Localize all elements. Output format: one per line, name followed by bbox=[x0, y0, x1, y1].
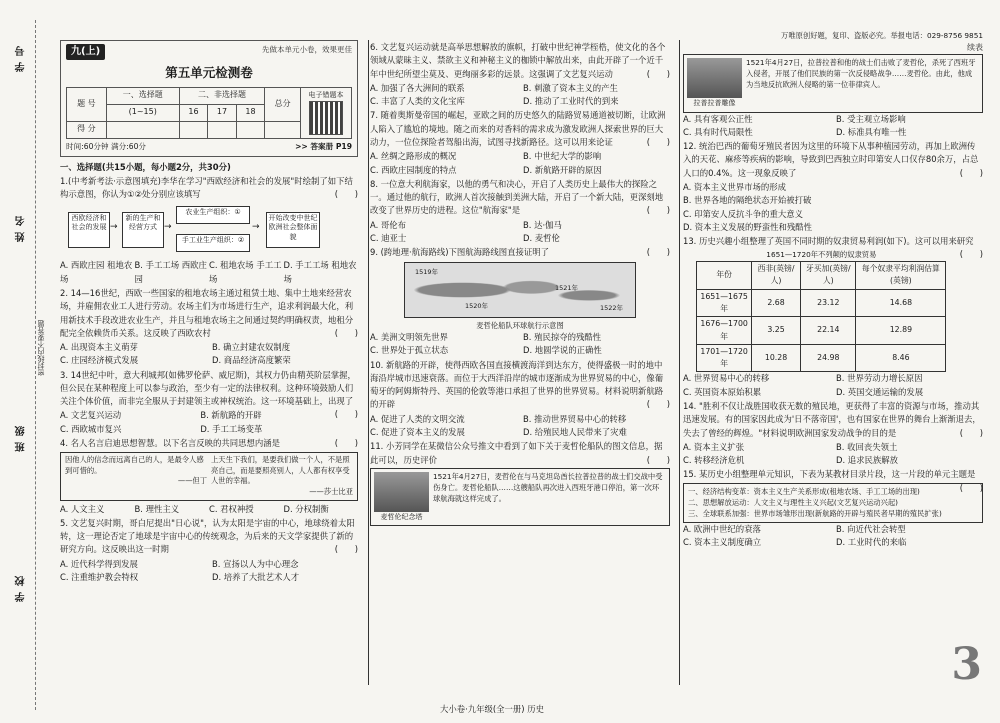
question-1: 1.(中考新考法·示意图填充)李华在学习"西欧经济和社会的发展"时绘制了如下结构示意图，你认为①②处分别应该填写 ( ) bbox=[60, 175, 358, 200]
option[interactable]: B. 宣扬以人为中心理念 bbox=[212, 558, 299, 569]
photo-caption: 拉普拉普雕像 bbox=[693, 99, 736, 108]
section-title: 一、选择题(共15小题，每小题2分，共30分) bbox=[60, 161, 231, 172]
option[interactable]: D. 麦哲伦 bbox=[523, 232, 560, 243]
options bbox=[370, 413, 670, 440]
qr-label: 电子错题本 bbox=[308, 91, 344, 100]
options bbox=[683, 523, 983, 550]
page-footer: 大小卷·九年级(全一册) 历史 bbox=[440, 704, 544, 714]
question-4: 4. 名人名言启迪思想智慧。以下名言反映的共同思想内涵是 ( ) bbox=[60, 438, 358, 449]
score-cell[interactable] bbox=[106, 121, 179, 138]
qr-code-icon[interactable] bbox=[309, 101, 343, 135]
qr-cell bbox=[301, 87, 352, 138]
option[interactable]: A. 近代科学得到发展 bbox=[60, 558, 138, 569]
options bbox=[683, 372, 983, 399]
option[interactable]: D. 标准具有唯一性 bbox=[836, 126, 907, 137]
wechat-post bbox=[370, 468, 670, 527]
statue-photo bbox=[687, 58, 742, 98]
question-2: 2. 14—16世纪，西欧一些国家的租地农场主通过租赁土地、集中土地来经营农场，并雇佣农业工人进行劳动。农场主们为市场进行生产，追求利润最大化，利用新技术手段改进农业生产，并且与租地农场主之间通过契约明确权责，地租分配完全依赖货币关系。这反映了西欧农村 ( ) bbox=[60, 287, 358, 338]
option[interactable]: C. 转移经济危机 bbox=[683, 455, 745, 466]
option[interactable]: A. 世界贸易中心的转移 bbox=[683, 373, 770, 384]
option[interactable]: A. 出现资本主义萌芽 bbox=[60, 342, 138, 353]
table-title: 1651—1720年不列颠的奴隶贸易 bbox=[766, 250, 877, 260]
diagram-box: 手工业生产组织：② bbox=[176, 234, 250, 252]
photo-caption: 麦哲伦纪念塔 bbox=[380, 512, 423, 521]
school-label: 学校 bbox=[16, 570, 27, 602]
option[interactable]: A. 资本主义扩张 bbox=[683, 441, 745, 452]
options bbox=[60, 503, 358, 516]
option[interactable]: A. 美洲文明领先世界 bbox=[370, 332, 448, 343]
question-13: 13. 历史兴趣小组整理了英国不同时期的奴隶贸易利润(如下)。这可以用来研究 ( ) bbox=[683, 236, 983, 260]
options bbox=[370, 219, 670, 246]
option[interactable]: B. 刺激了资本主义的产生 bbox=[523, 82, 618, 93]
option[interactable]: B. 向近代社会转型 bbox=[836, 523, 906, 534]
option[interactable]: D. 追求民族解放 bbox=[836, 455, 899, 466]
options bbox=[370, 82, 670, 109]
option[interactable]: C. 印第安人反抗斗争的重大意义 bbox=[683, 208, 804, 219]
score-subheader: 17 bbox=[208, 104, 236, 121]
class-label: 班级 bbox=[16, 420, 27, 452]
question-9: 9. (跨地理·航海路线)下图航海路线图直接证明了 ( ) bbox=[370, 247, 670, 258]
option[interactable]: B. 受主观立场影响 bbox=[836, 113, 906, 124]
question-6: 6. 文艺复兴运动就是高举思想解放的旗帜，打破中世纪神学桎梏，使文化的各个领域从蒙昧主义、禁欲主义和神秘主义的枷锁中解放出来，由此开辟了一个近千年中世纪所望尘莫及、更绚丽多彩的远景。这强调了文艺复兴运动 ( ) bbox=[370, 42, 670, 79]
post-continued bbox=[683, 54, 983, 113]
option[interactable]: B. 世界劳动力增长原因 bbox=[836, 373, 923, 384]
post-text: 1521年4月27日，拉普拉普和他的战士们击败了麦哲伦，杀死了西班牙入侵者，开展了他们民族的第一次反侵略战争……麦哲伦。由此，他成为当地反抗欧洲人侵略的第一位菲律宾人。 bbox=[746, 58, 976, 90]
voyage-map bbox=[404, 262, 636, 318]
page-number: 3 bbox=[951, 639, 982, 690]
option[interactable]: B. 理性主义 bbox=[134, 503, 180, 514]
option[interactable]: D. 新航路开辟的原因 bbox=[523, 164, 602, 175]
column-1 bbox=[60, 40, 358, 584]
option[interactable]: C. 庄园经济模式发展 bbox=[60, 355, 139, 366]
question-3: 3. 14世纪中叶，意大利城邦(如佛罗伦萨、威尼斯)，其权力仍由精英阶层掌握，但公民在某种程度上可以参与政治，至少有一定的法律权利。这种环境鼓励人们关注个体价值，而非完全服从于封建领主或神权统治。这一环境基础上，出现了 ( ) bbox=[60, 369, 358, 420]
post-text: 1521年4月27日，麦哲伦在与马克坦岛酋长拉普拉普的战士们交战中受伤身亡。麦哲伦船队……这艘船队再次进入西班牙港口停泊，第一次环球航海就这样完成了。 bbox=[433, 471, 663, 503]
option[interactable]: A. 哥伦布 bbox=[370, 219, 407, 230]
score-cell[interactable] bbox=[236, 121, 265, 138]
score-subheader: 16 bbox=[179, 104, 207, 121]
score-subheader: 18 bbox=[236, 104, 265, 121]
table-header: 每个奴隶平均利润估算(英镑) bbox=[856, 261, 946, 289]
option[interactable]: C. 西欧庄园制度的特点 bbox=[370, 164, 457, 175]
option[interactable]: B. 达·伽马 bbox=[523, 219, 562, 230]
option[interactable]: B. 推动世界贸易中心的转移 bbox=[523, 413, 627, 424]
option[interactable]: C. 租地农场 手工工场 bbox=[209, 260, 282, 284]
options bbox=[683, 113, 983, 140]
score-table bbox=[66, 87, 352, 139]
option[interactable]: C. 君权神授 bbox=[209, 503, 254, 514]
monument-photo bbox=[374, 472, 429, 512]
option[interactable]: C. 西欧城市复兴 bbox=[60, 423, 122, 434]
arrow-right-icon: → bbox=[110, 222, 118, 233]
score-row-label: 得 分 bbox=[67, 121, 107, 138]
option[interactable]: B. 中世纪大学的影响 bbox=[523, 151, 602, 162]
column-divider bbox=[368, 40, 369, 685]
option[interactable]: B. 殖民掠夺的残酷性 bbox=[523, 332, 602, 343]
option[interactable]: D. 给殖民地人民带来了灾难 bbox=[523, 426, 627, 437]
page-title: 第五单元检测卷 bbox=[165, 64, 253, 80]
map-caption: 麦哲伦船队环球航行示意图 bbox=[476, 320, 564, 330]
exam-info bbox=[66, 141, 352, 153]
option[interactable]: A. 加强了各大洲间的联系 bbox=[370, 82, 465, 93]
catalog-item: 三、全球联系加强：世界市场雏形出现(新航路的开辟与殖民者早期的殖民扩张) bbox=[688, 509, 942, 519]
catalog-excerpt bbox=[683, 483, 983, 523]
score-subheader: (1~15) bbox=[106, 104, 179, 121]
table-header: 西非(英镑/人) bbox=[751, 261, 800, 289]
slave-trade-table bbox=[696, 261, 946, 373]
map-year-label: 1521年 bbox=[555, 283, 579, 292]
option[interactable]: C. 资本主义制度确立 bbox=[683, 536, 762, 547]
question-15: 15. 某历史小组整理单元知识，下表为某教材目录片段，这一片段的单元主题是 ( ) bbox=[683, 469, 983, 493]
score-header: 一、选择题 bbox=[106, 87, 179, 104]
options bbox=[370, 150, 670, 177]
map-year-label: 1519年 bbox=[415, 267, 439, 276]
option[interactable]: C. 注重维护教会特权 bbox=[60, 572, 139, 583]
name-label: 姓名 bbox=[16, 210, 27, 242]
question-14: 14. "胜利不仅让战胜国收获无数的殖民地，更获得了丰富的资源与市场，推动其迅速发展。有的国家因此成为'日不落帝国'，也有国家在世界的舞台上渐渐退去，失去了曾经的辉煌。"材料说明欧洲国家发动战争的目的是 ( ) bbox=[683, 401, 983, 438]
option[interactable]: A. 人文主义 bbox=[60, 503, 105, 514]
binding-margin bbox=[0, 0, 56, 723]
column-divider bbox=[679, 40, 680, 685]
question-5: 5. 文艺复兴时期，哥白尼提出"日心说"，认为太阳是宇宙的中心，地球绕着太阳转，这一理论否定了地球是宇宙中心的传统观念，为后来的天文学家提供了新的研究方向。这反映出这一时期 ( ) bbox=[60, 517, 358, 555]
question-12: 12. 统治巴西的葡萄牙殖民者因为这里的环境下从事种植园劳动，再加上欧洲传入的天花、麻疹等疾病的影响，导致到巴西独立时印第安人口仅存80余万，占总人口的0.4%。这一现象反映了 ( ) bbox=[683, 141, 983, 178]
column-2 bbox=[370, 40, 670, 526]
copyright-notice: 万唯原创好题，复印、盗版必究。举报电话：029-8756 9851 bbox=[781, 31, 983, 40]
table-header: 牙买加(英镑/人) bbox=[801, 261, 856, 289]
score-header: 二、非选择题 bbox=[179, 87, 264, 104]
score-cell[interactable] bbox=[208, 121, 236, 138]
option[interactable]: D. 推动了工业时代的到来 bbox=[523, 96, 619, 107]
option[interactable]: D. 工业时代的来临 bbox=[836, 536, 907, 547]
option[interactable]: A. 促进了人类的文明交流 bbox=[370, 413, 465, 424]
map-year-label: 1520年 bbox=[465, 301, 489, 310]
options bbox=[370, 331, 670, 358]
exam-time: 时间:60分钟 满分:60分 bbox=[66, 141, 147, 151]
catalog-item: 一、经济结构变革：资本主义生产关系形成(租地农场、手工工场的出现) bbox=[688, 486, 920, 496]
quote-box: 因他人的信念而远离自己的人，是最令人感到可惜的。 ——但丁 上天生下我们，是要我们做一个人，不是照亮自己，而是要照亮别人，人人都有权享受人世的幸福。 ——莎士比亚 bbox=[60, 452, 358, 500]
options bbox=[60, 341, 358, 368]
option[interactable]: C. 英国资本原始积累 bbox=[683, 386, 762, 397]
diagram-box: 开始改变中世纪欧洲社会整体面貌 bbox=[266, 212, 320, 248]
continued-label: 续表 bbox=[967, 42, 983, 52]
option[interactable]: C. 丰富了人类的文化宝库 bbox=[370, 96, 465, 107]
question-10: 10. 新航路的开辟，使得西欧各国直接横渡海洋到达东方，使得盛极一时的地中海沿岸城市迅速衰落。而位于大西洋沿岸的城市逐渐成为世界贸易的中心，像葡萄牙的阿姆斯特丹、英国的伦敦等港口承担了世界的世界贸易。材料说明新航路的开辟 ( ) bbox=[370, 359, 670, 410]
option[interactable]: A. 资本主义世界市场的形成 bbox=[683, 182, 787, 193]
option[interactable]: A. 丝绸之路形成的概况 bbox=[370, 151, 457, 162]
question-11: 11. 小芳同学在某微信公众号推文中看到了如下关于麦哲伦船队的图文信息，据此可以，历史评价 ( ) bbox=[370, 441, 670, 465]
answer-ref: >> 答案册 P19 bbox=[295, 141, 352, 151]
option[interactable]: A. 西欧庄园 租地农场 bbox=[60, 260, 133, 284]
diagram-box: 农业生产组织：① bbox=[176, 206, 250, 224]
option[interactable]: B. 手工工场 西欧庄园 bbox=[134, 260, 207, 284]
unit-badge: 九(上) bbox=[66, 44, 105, 60]
option[interactable]: D. 手工工场变革 bbox=[200, 423, 263, 434]
student-id-label: 学号 bbox=[16, 40, 27, 72]
option[interactable]: A. 文艺复兴运动 bbox=[60, 410, 122, 421]
option[interactable]: D. 培养了大批艺术人才 bbox=[212, 572, 300, 583]
exam-header bbox=[60, 40, 358, 157]
slogan: 先做本单元小卷，效果更佳 bbox=[262, 45, 352, 54]
seal-warning: 密封线内不要答题 bbox=[36, 320, 47, 376]
option[interactable]: D. 手工工场 租地农场 bbox=[283, 260, 357, 284]
map-year-label: 1522年 bbox=[600, 303, 624, 312]
question-8: 8. 一位意大利航海家，以他的勇气和决心，开启了人类历史上最伟大的探险之一。通过他的航行，欧洲人首次接触到美洲大陆，开启了一个新大陆，更深刻地改变了世界历史的进程。这位"航海家"是 ( ) bbox=[370, 178, 670, 216]
arrow-right-icon: → bbox=[252, 222, 260, 233]
options bbox=[60, 259, 358, 286]
option[interactable]: C. 具有时代局限性 bbox=[683, 126, 753, 137]
options bbox=[683, 441, 983, 468]
option[interactable]: D. 商品经济高度繁荣 bbox=[212, 355, 291, 366]
column-3 bbox=[683, 30, 983, 549]
score-cell[interactable] bbox=[265, 121, 301, 138]
table-row: 1701—1720年 10.28 24.98 8.46 bbox=[697, 344, 946, 372]
diagram-box: 西欧经济和社会的发展 bbox=[68, 212, 110, 248]
option[interactable]: B. 确立封建农奴制度 bbox=[212, 342, 291, 353]
option[interactable]: D. 分权制衡 bbox=[283, 503, 329, 514]
score-header: 总分 bbox=[265, 87, 301, 121]
option[interactable]: D. 资本主义发展的野蛮性和残酷性 bbox=[683, 221, 813, 232]
option[interactable]: C. 迪亚士 bbox=[370, 232, 407, 243]
option[interactable]: D. 地圆学说的正确性 bbox=[523, 345, 602, 356]
option[interactable]: A. 具有客观公正性 bbox=[683, 113, 753, 124]
option[interactable]: B. 收回丧失领土 bbox=[836, 441, 898, 452]
option[interactable]: D. 英国交通运输的发展 bbox=[836, 386, 924, 397]
table-row: 1651—1675年 2.68 23.12 14.68 bbox=[697, 289, 946, 317]
arrow-right-icon: → bbox=[164, 222, 172, 233]
catalog-item: 二、思想解放运动：人文主义与理性主义兴起(文艺复兴运动兴起) bbox=[688, 498, 899, 508]
option[interactable]: C. 促进了资本主义的发展 bbox=[370, 426, 465, 437]
question-7: 7. 随着奥斯曼帝国的崛起，亚欧之间的历史悠久的陆路贸易通道被切断，让欧洲人陷入了尴尬的境地。随之而来的对香料的需求成为激发欧洲人探索世界的巨大动力，一位位探险者驾船出海，试图寻找新路径。这可以用来论证 ( ) bbox=[370, 110, 670, 147]
table-header: 年份 bbox=[697, 261, 752, 289]
option[interactable]: B. 世界各地的隔绝状态开始被打破 bbox=[683, 195, 812, 206]
score-header: 题 号 bbox=[67, 87, 107, 121]
score-cell[interactable] bbox=[179, 121, 207, 138]
option[interactable]: B. 新航路的开辟 bbox=[200, 410, 262, 421]
option[interactable]: C. 世界处于孤立状态 bbox=[370, 345, 449, 356]
structure-diagram bbox=[60, 204, 358, 256]
table-row: 1676—1700年 3.25 22.14 12.89 bbox=[697, 317, 946, 345]
options bbox=[683, 181, 983, 234]
diagram-box: 新的生产和经营方式 bbox=[122, 212, 164, 248]
options bbox=[60, 558, 358, 585]
option[interactable]: A. 欧洲中世纪的衰落 bbox=[683, 523, 761, 534]
options bbox=[60, 409, 335, 436]
